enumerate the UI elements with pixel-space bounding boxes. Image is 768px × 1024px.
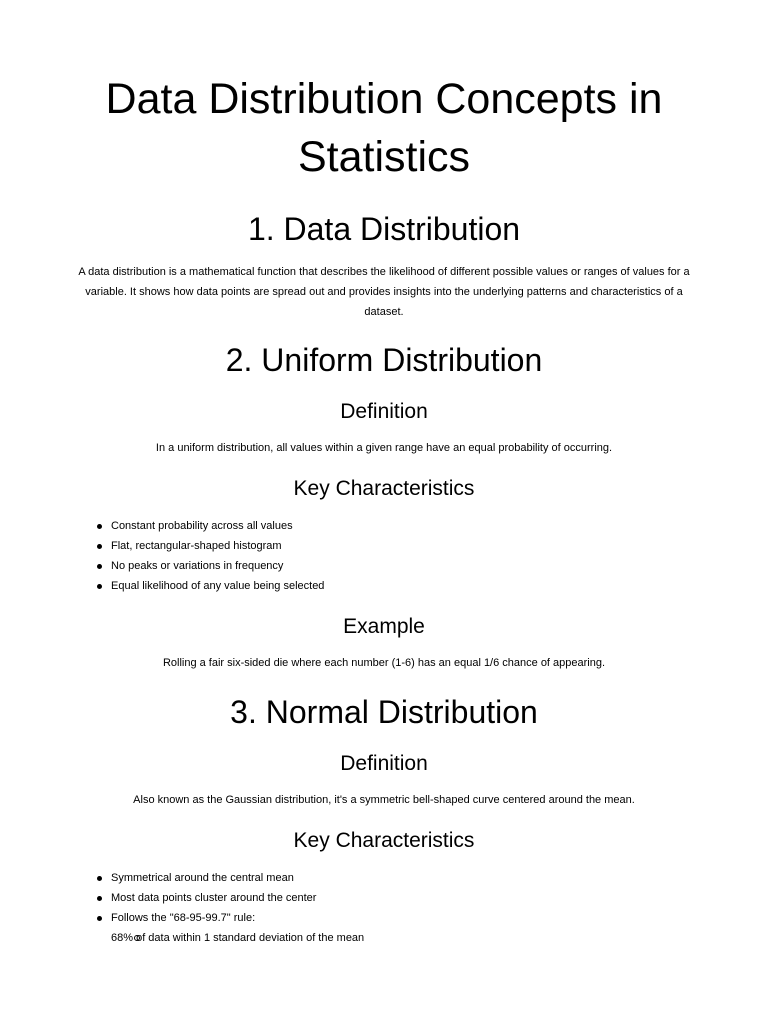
bullet-icon [97, 584, 102, 589]
section-heading-normal-distribution: 3. Normal Distribution [230, 694, 538, 730]
list-item-text: Follows the "68-95-99.7" rule: [111, 912, 256, 924]
normal-definition-heading: Definition [340, 752, 428, 775]
list-item-text: Constant probability across all values [111, 520, 293, 532]
list-item-text: Flat, rectangular-shaped histogram [111, 540, 282, 552]
list-item [96, 576, 696, 596]
list-item-text: No peaks or variations in frequency [111, 560, 284, 572]
normal-definition-text: Also known as the Gaussian distribution, it's a symmetric bell-shaped curve centered around the mean. [133, 794, 635, 806]
list-item-text: Symmetrical around the central mean [111, 872, 294, 884]
normal-characteristics-list [96, 868, 696, 948]
section-paragraph-data-distribution: A data distribution is a mathematical function that describes the likelihood of different possible values or ranges of values for a variable. It shows how data points are spread out and provides insights into the underlying patterns and characteristics of a dataset. [78, 266, 690, 318]
bullet-icon [97, 544, 102, 549]
list-item-text: Most data points cluster around the center [111, 892, 317, 904]
uniform-example-text: Rolling a fair six-sided die where each number (1-6) has an equal 1/6 chance of appearing. [162, 657, 606, 669]
list-item [96, 868, 696, 888]
uniform-definition-text: In a uniform distribution, all values within a given range have an equal probability of occurring. [155, 442, 613, 454]
uniform-example-heading: Example [343, 615, 425, 638]
rule-sublist [96, 928, 696, 948]
document-title: Data Distribution Concepts in Statistics [105, 75, 663, 181]
hollow-bullet-icon [134, 935, 140, 941]
section-heading-data-distribution: 1. Data Distribution [247, 211, 521, 247]
uniform-definition-heading: Definition [340, 400, 428, 423]
bullet-icon [97, 916, 102, 921]
list-item [96, 888, 696, 908]
normal-characteristics-heading: Key Characteristics [293, 829, 475, 852]
section-heading-uniform-distribution: 2. Uniform Distribution [225, 342, 543, 378]
list-item-text: Equal likelihood of any value being selected [111, 580, 325, 592]
uniform-characteristics-list [96, 516, 696, 596]
list-item [96, 536, 696, 556]
bullet-icon [97, 876, 102, 881]
bullet-icon [97, 564, 102, 569]
list-item [96, 516, 696, 536]
nested-list-container [96, 928, 696, 948]
uniform-characteristics-heading: Key Characteristics [293, 477, 475, 500]
list-item [96, 908, 696, 928]
sublist-item [96, 928, 696, 948]
list-item [96, 556, 696, 576]
bullet-icon [97, 896, 102, 901]
bullet-icon [97, 524, 102, 529]
sublist-item-text: 68% of data within 1 standard deviation of the mean [111, 932, 365, 944]
